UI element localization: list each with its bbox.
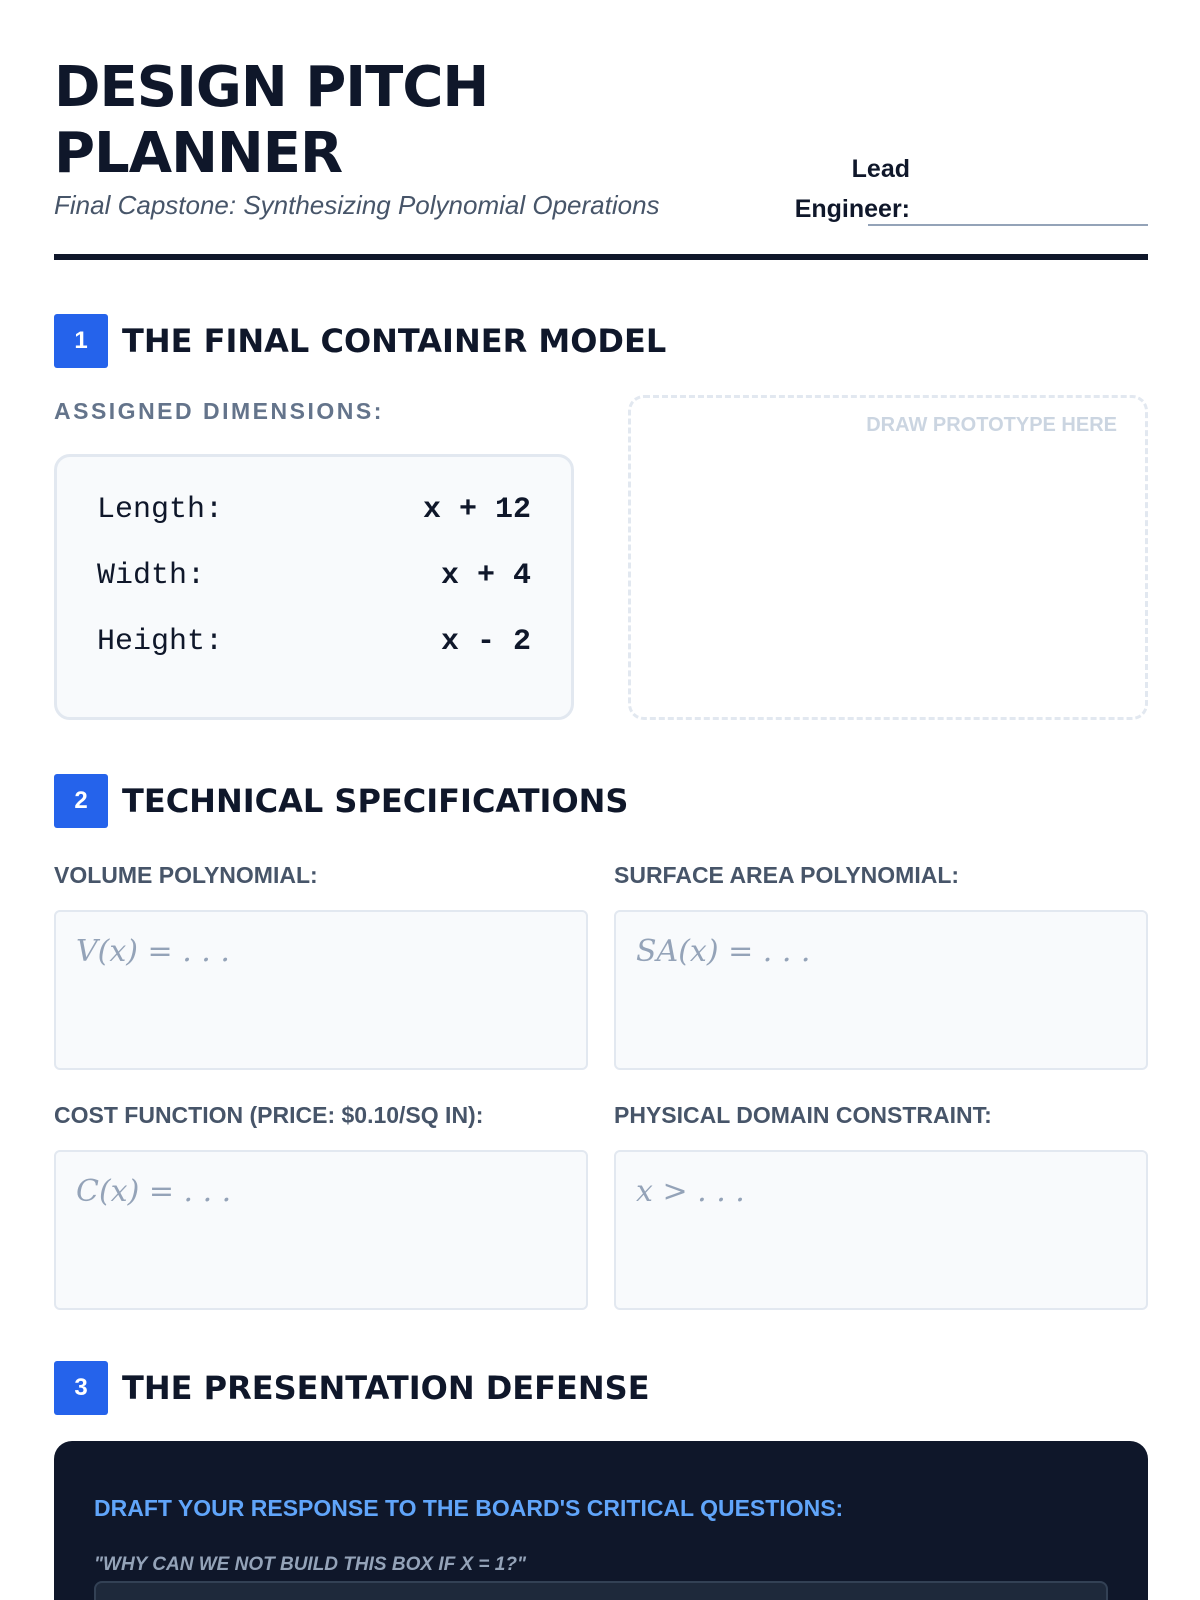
board-question: "WHY CAN WE NOT BUILD THIS BOX IF X = 1?" xyxy=(94,1554,526,1575)
section-1-number: 1 xyxy=(54,314,108,368)
volume-polynomial-label: VOLUME POLYNOMIAL: xyxy=(54,862,318,888)
cost-function-field[interactable] xyxy=(54,1150,588,1310)
dimension-value: x + 4 xyxy=(440,559,531,593)
domain-constraint-label: PHYSICAL DOMAIN CONSTRAINT: xyxy=(614,1102,992,1128)
dimension-label: Height: xyxy=(97,625,224,659)
presentation-defense-panel xyxy=(54,1441,1148,1600)
surface-area-placeholder: SA(x) = . . . xyxy=(636,934,811,969)
dimension-row-width xyxy=(97,559,531,625)
domain-constraint-placeholder: x > . . . xyxy=(636,1174,745,1209)
cost-function-placeholder: C(x) = . . . xyxy=(76,1174,232,1209)
page-subtitle: Final Capstone: Synthesizing Polynomial Operations xyxy=(54,190,660,220)
page-title: DESIGN PITCH PLANNER xyxy=(54,55,489,186)
dimensions-card xyxy=(54,454,574,720)
worksheet-page xyxy=(54,0,1148,1600)
section-2-heading xyxy=(54,774,628,828)
section-2-number: 2 xyxy=(54,774,108,828)
section-1-title: THE FINAL CONTAINER MODEL xyxy=(122,322,667,360)
section-3-title: THE PRESENTATION DEFENSE xyxy=(122,1369,650,1407)
volume-polynomial-placeholder: V(x) = . . . xyxy=(76,934,230,969)
volume-polynomial-field[interactable] xyxy=(54,910,588,1070)
lead-engineer-label: Lead Engineer: xyxy=(794,155,910,223)
surface-area-polynomial-label: SURFACE AREA POLYNOMIAL: xyxy=(614,862,960,888)
section-2-title: TECHNICAL SPECIFICATIONS xyxy=(122,782,629,820)
lead-engineer-field[interactable] xyxy=(868,224,1148,226)
defense-response-field[interactable] xyxy=(94,1581,1108,1600)
dimension-value: x + 12 xyxy=(422,493,531,527)
header-divider xyxy=(54,254,1148,260)
surface-area-polynomial-field[interactable] xyxy=(614,910,1148,1070)
dimension-label: Length: xyxy=(97,493,224,527)
domain-constraint-field[interactable] xyxy=(614,1150,1148,1310)
prototype-area-label: DRAW PROTOTYPE HERE xyxy=(866,414,1117,436)
dimension-value: x - 2 xyxy=(440,625,531,659)
prototype-drawing-area[interactable] xyxy=(628,395,1148,720)
cost-function-label: COST FUNCTION (PRICE: $0.10/SQ IN): xyxy=(54,1102,484,1128)
dimension-row-height xyxy=(97,625,531,691)
dimension-row-length xyxy=(97,493,531,559)
assigned-dimensions-label: ASSIGNED DIMENSIONS: xyxy=(54,398,384,424)
defense-heading: DRAFT YOUR RESPONSE TO THE BOARD'S CRITICAL QUESTIONS: xyxy=(94,1495,844,1521)
dimension-label: Width: xyxy=(97,559,206,593)
section-1-heading xyxy=(54,314,666,368)
section-3-number: 3 xyxy=(54,1361,108,1415)
section-3-heading xyxy=(54,1361,650,1415)
